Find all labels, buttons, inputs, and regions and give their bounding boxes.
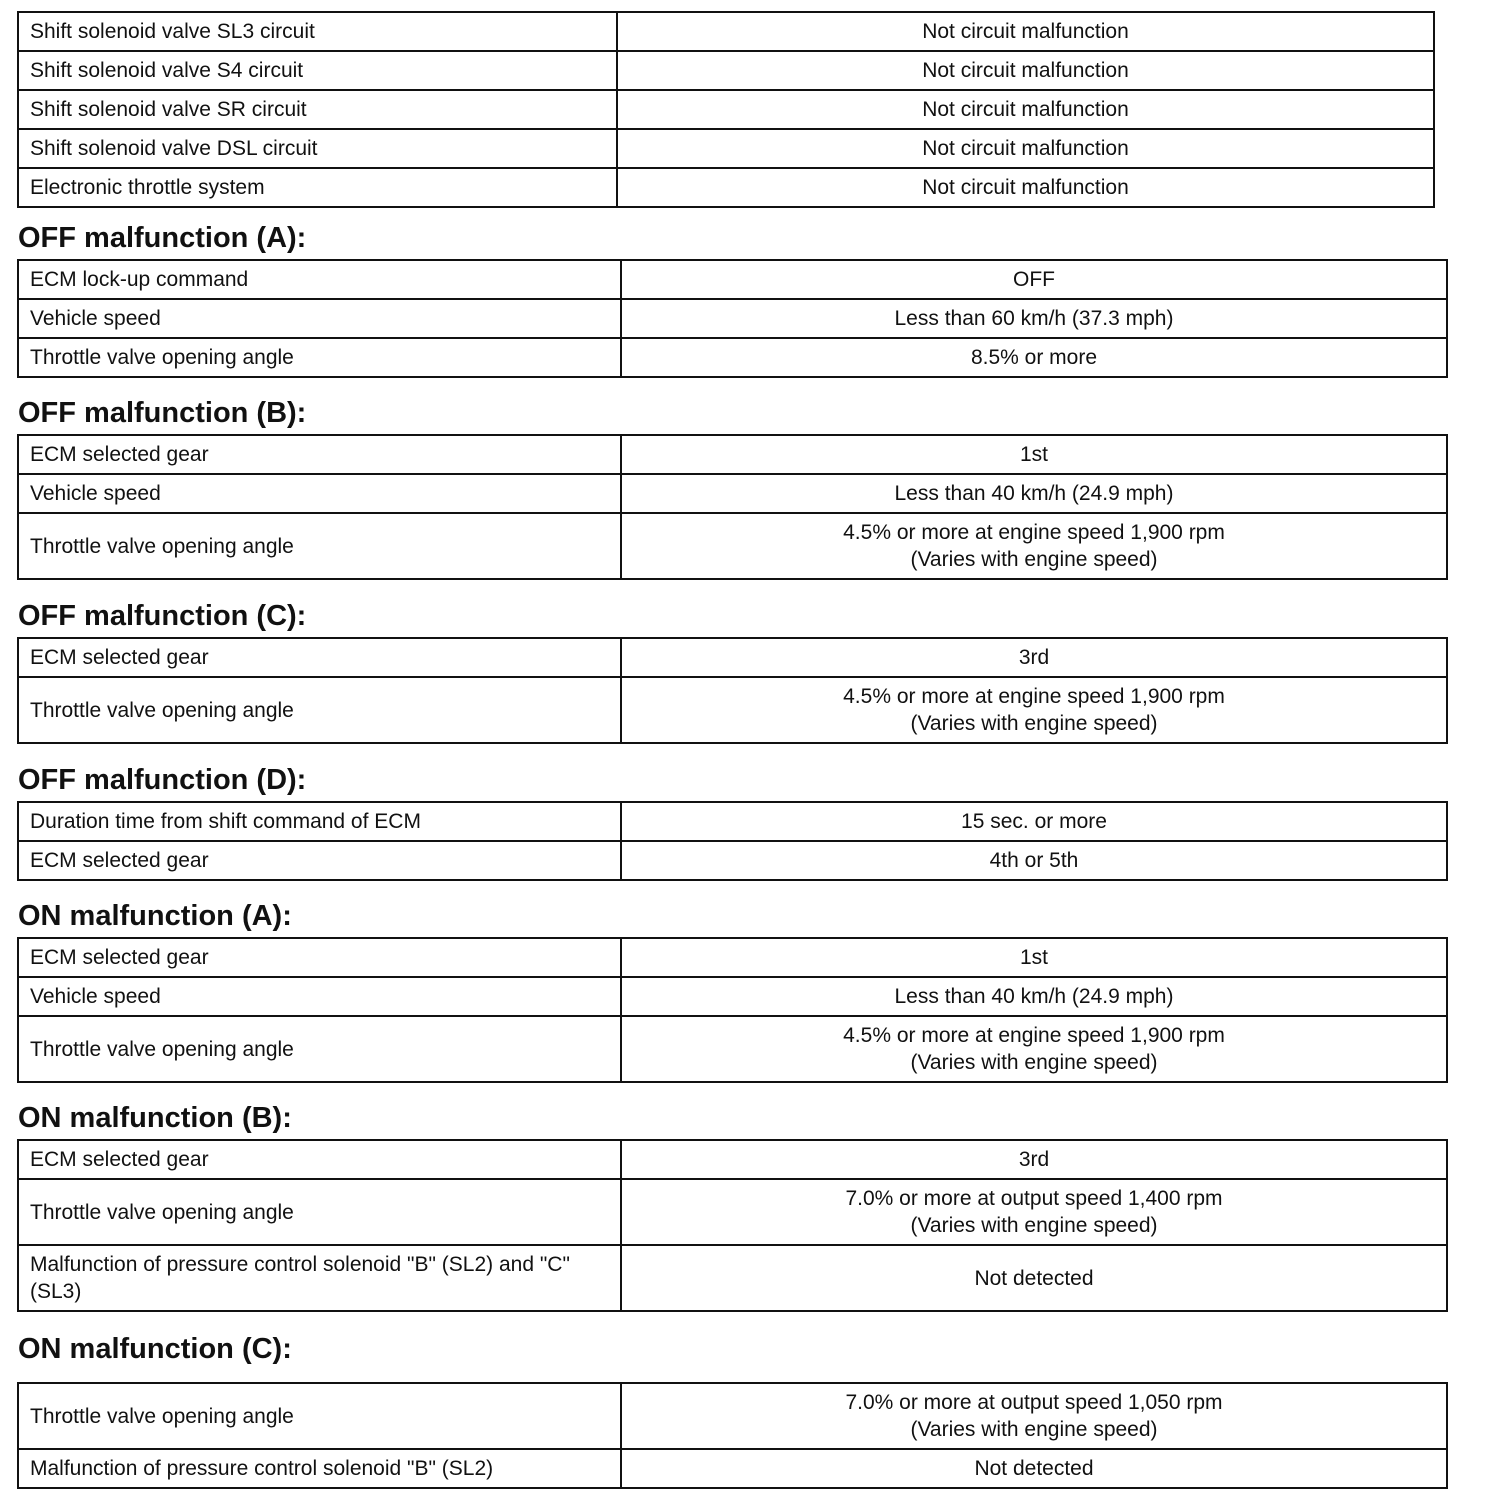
table-row: [18, 977, 1447, 1016]
section-heading: OFF malfunction (C):: [18, 600, 307, 632]
section-table: [17, 434, 1448, 580]
row-value: Not detected: [621, 1449, 1447, 1488]
section-table: [17, 801, 1448, 881]
section-on-b: [17, 1101, 1448, 1312]
table-row: [18, 513, 1447, 579]
row-label: Shift solenoid valve S4 circuit: [18, 51, 617, 90]
value-line: (Varies with engine speed): [910, 712, 1158, 735]
row-value: Not detected: [621, 1245, 1447, 1311]
row-label: ECM selected gear: [18, 638, 621, 677]
row-value: [621, 677, 1447, 743]
row-label: Electronic throttle system: [18, 168, 617, 207]
table-row: [18, 435, 1447, 474]
row-label: [18, 1245, 621, 1311]
row-label: Vehicle speed: [18, 474, 621, 513]
row-value: Less than 40 km/h (24.9 mph): [621, 474, 1447, 513]
section-on-c: [17, 1332, 1448, 1489]
value-line: 4.5% or more at engine speed 1,900 rpm: [843, 521, 1225, 544]
row-value: Less than 60 km/h (37.3 mph): [621, 299, 1447, 338]
row-value: 1st: [621, 435, 1447, 474]
table-row: [18, 90, 1434, 129]
section-off-b: [17, 396, 1448, 580]
row-label: ECM selected gear: [18, 841, 621, 880]
section-off-d: [17, 763, 1448, 881]
table-row: [18, 1179, 1447, 1245]
table-row: [18, 938, 1447, 977]
table-row: [18, 168, 1434, 207]
value-line: (Varies with engine speed): [910, 1418, 1158, 1441]
row-label: Malfunction of pressure control solenoid "B" (SL2): [18, 1449, 621, 1488]
row-label: Shift solenoid valve SL3 circuit: [18, 12, 617, 51]
section-off-c: [17, 599, 1448, 744]
section-table: [17, 937, 1448, 1083]
row-label: Throttle valve opening angle: [18, 677, 621, 743]
table-row: [18, 1449, 1447, 1488]
row-label: ECM selected gear: [18, 938, 621, 977]
row-label: Throttle valve opening angle: [18, 338, 621, 377]
section-heading: OFF malfunction (D):: [18, 764, 307, 796]
section-heading: ON malfunction (A):: [18, 900, 292, 932]
row-value: Not circuit malfunction: [617, 129, 1434, 168]
section-table: [17, 259, 1448, 378]
row-label: Duration time from shift command of ECM: [18, 802, 621, 841]
row-value: Not circuit malfunction: [617, 12, 1434, 51]
row-label: Throttle valve opening angle: [18, 1383, 621, 1449]
section-heading: OFF malfunction (B):: [18, 397, 307, 429]
row-label: ECM lock-up command: [18, 260, 621, 299]
row-label: ECM selected gear: [18, 435, 621, 474]
table-row: [18, 1016, 1447, 1082]
value-line: (Varies with engine speed): [910, 548, 1158, 571]
table-row: [18, 51, 1434, 90]
top-conditions-table: [17, 11, 1435, 208]
row-label: Throttle valve opening angle: [18, 1179, 621, 1245]
row-value: 4th or 5th: [621, 841, 1447, 880]
table-row: [18, 299, 1447, 338]
row-value: 15 sec. or more: [621, 802, 1447, 841]
table-row: [18, 12, 1434, 51]
row-label: Shift solenoid valve SR circuit: [18, 90, 617, 129]
section-heading: OFF malfunction (A):: [18, 222, 307, 254]
row-label: ECM selected gear: [18, 1140, 621, 1179]
section-table: [17, 1139, 1448, 1312]
row-label: Vehicle speed: [18, 977, 621, 1016]
row-label: Shift solenoid valve DSL circuit: [18, 129, 617, 168]
value-line: 7.0% or more at output speed 1,400 rpm: [845, 1187, 1223, 1210]
row-value: 8.5% or more: [621, 338, 1447, 377]
row-value: [621, 1383, 1447, 1449]
table-row: [18, 474, 1447, 513]
row-label: Vehicle speed: [18, 299, 621, 338]
row-value: 3rd: [621, 1140, 1447, 1179]
row-label: Throttle valve opening angle: [18, 1016, 621, 1082]
table-row: [18, 1383, 1447, 1449]
section-table: [17, 637, 1448, 744]
value-line: 7.0% or more at output speed 1,050 rpm: [845, 1391, 1223, 1414]
table-row: [18, 338, 1447, 377]
row-value: [621, 513, 1447, 579]
table-row: [18, 677, 1447, 743]
row-value: [621, 1179, 1447, 1245]
row-value: 1st: [621, 938, 1447, 977]
value-line: 4.5% or more at engine speed 1,900 rpm: [843, 685, 1225, 708]
label-line: Malfunction of pressure control solenoid "B" (SL2) and "C": [30, 1253, 570, 1276]
row-value: Not circuit malfunction: [617, 90, 1434, 129]
top-conditions-block: [17, 11, 1435, 208]
value-line: (Varies with engine speed): [910, 1214, 1158, 1237]
section-heading: ON malfunction (B):: [18, 1102, 292, 1134]
table-row: [18, 129, 1434, 168]
row-value: Not circuit malfunction: [617, 51, 1434, 90]
row-value: Less than 40 km/h (24.9 mph): [621, 977, 1447, 1016]
section-table: [17, 1382, 1448, 1489]
table-row: [18, 802, 1447, 841]
row-label: Throttle valve opening angle: [18, 513, 621, 579]
label-line: (SL3): [30, 1280, 82, 1303]
row-value: 3rd: [621, 638, 1447, 677]
row-value: OFF: [621, 260, 1447, 299]
table-row: [18, 841, 1447, 880]
section-off-a: [17, 221, 1448, 378]
table-row: [18, 638, 1447, 677]
value-line: (Varies with engine speed): [910, 1051, 1158, 1074]
row-value: Not circuit malfunction: [617, 168, 1434, 207]
row-value: [621, 1016, 1447, 1082]
section-on-a: [17, 899, 1448, 1083]
table-row: [18, 1245, 1447, 1311]
value-line: 4.5% or more at engine speed 1,900 rpm: [843, 1024, 1225, 1047]
section-heading: ON malfunction (C):: [18, 1333, 292, 1365]
table-row: [18, 260, 1447, 299]
table-row: [18, 1140, 1447, 1179]
